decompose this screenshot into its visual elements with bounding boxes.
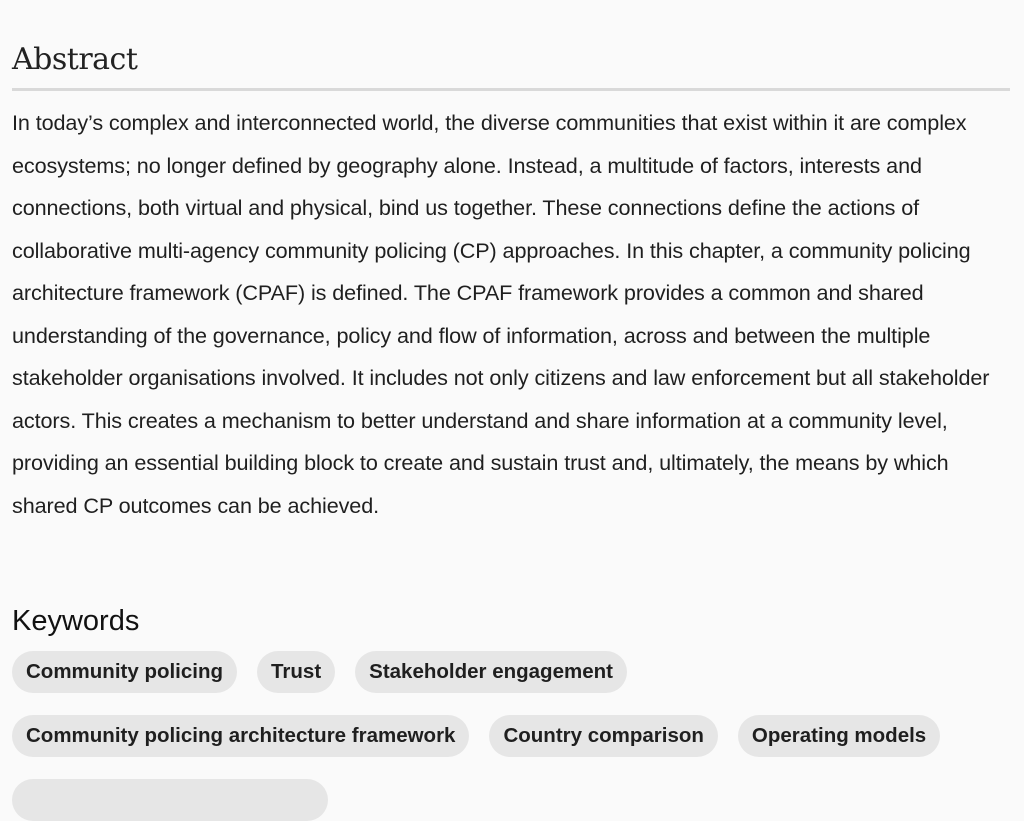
keyword-chip-community-policing[interactable]: Community policing	[12, 651, 237, 693]
keyword-chip-trust[interactable]: Trust	[257, 651, 335, 693]
keyword-chip-community-policing-architecture-framework[interactable]: Community policing architecture framework	[12, 715, 469, 757]
keywords-heading: Keywords	[12, 605, 140, 637]
keyword-chip-operating-models[interactable]: Operating models	[738, 715, 940, 757]
keyword-list	[12, 651, 1022, 821]
keyword-chip-country-comparison[interactable]: Country comparison	[489, 715, 717, 757]
keyword-chip-partial[interactable]	[12, 779, 328, 821]
abstract-divider	[12, 88, 1010, 91]
keyword-chip-stakeholder-engagement[interactable]: Stakeholder engagement	[355, 651, 627, 693]
abstract-heading: Abstract	[12, 42, 138, 77]
abstract-text: In today’s complex and interconnected world, the diverse communities that exist within it are complex ecosystems; no longer defined by geography alone. Instead, a multitude of factors, interests and connections, both virtual and physical, bind us together. These connections define the actions of collaborative multi-agency community policing (CP) approaches. In this chapter, a community policing architecture framework (CPAF) is defined. The CPAF framework provides a common and shared understanding of the governance, policy and flow of information, across and between the multiple stakeholder organisations involved. It includes not only citizens and law enforcement but all stakeholder actors. This creates a mechanism to better understand and share information at a community level, providing an essential building block to create and sustain trust and, ultimately, the means by which shared CP outcomes can be achieved.	[12, 110, 990, 518]
